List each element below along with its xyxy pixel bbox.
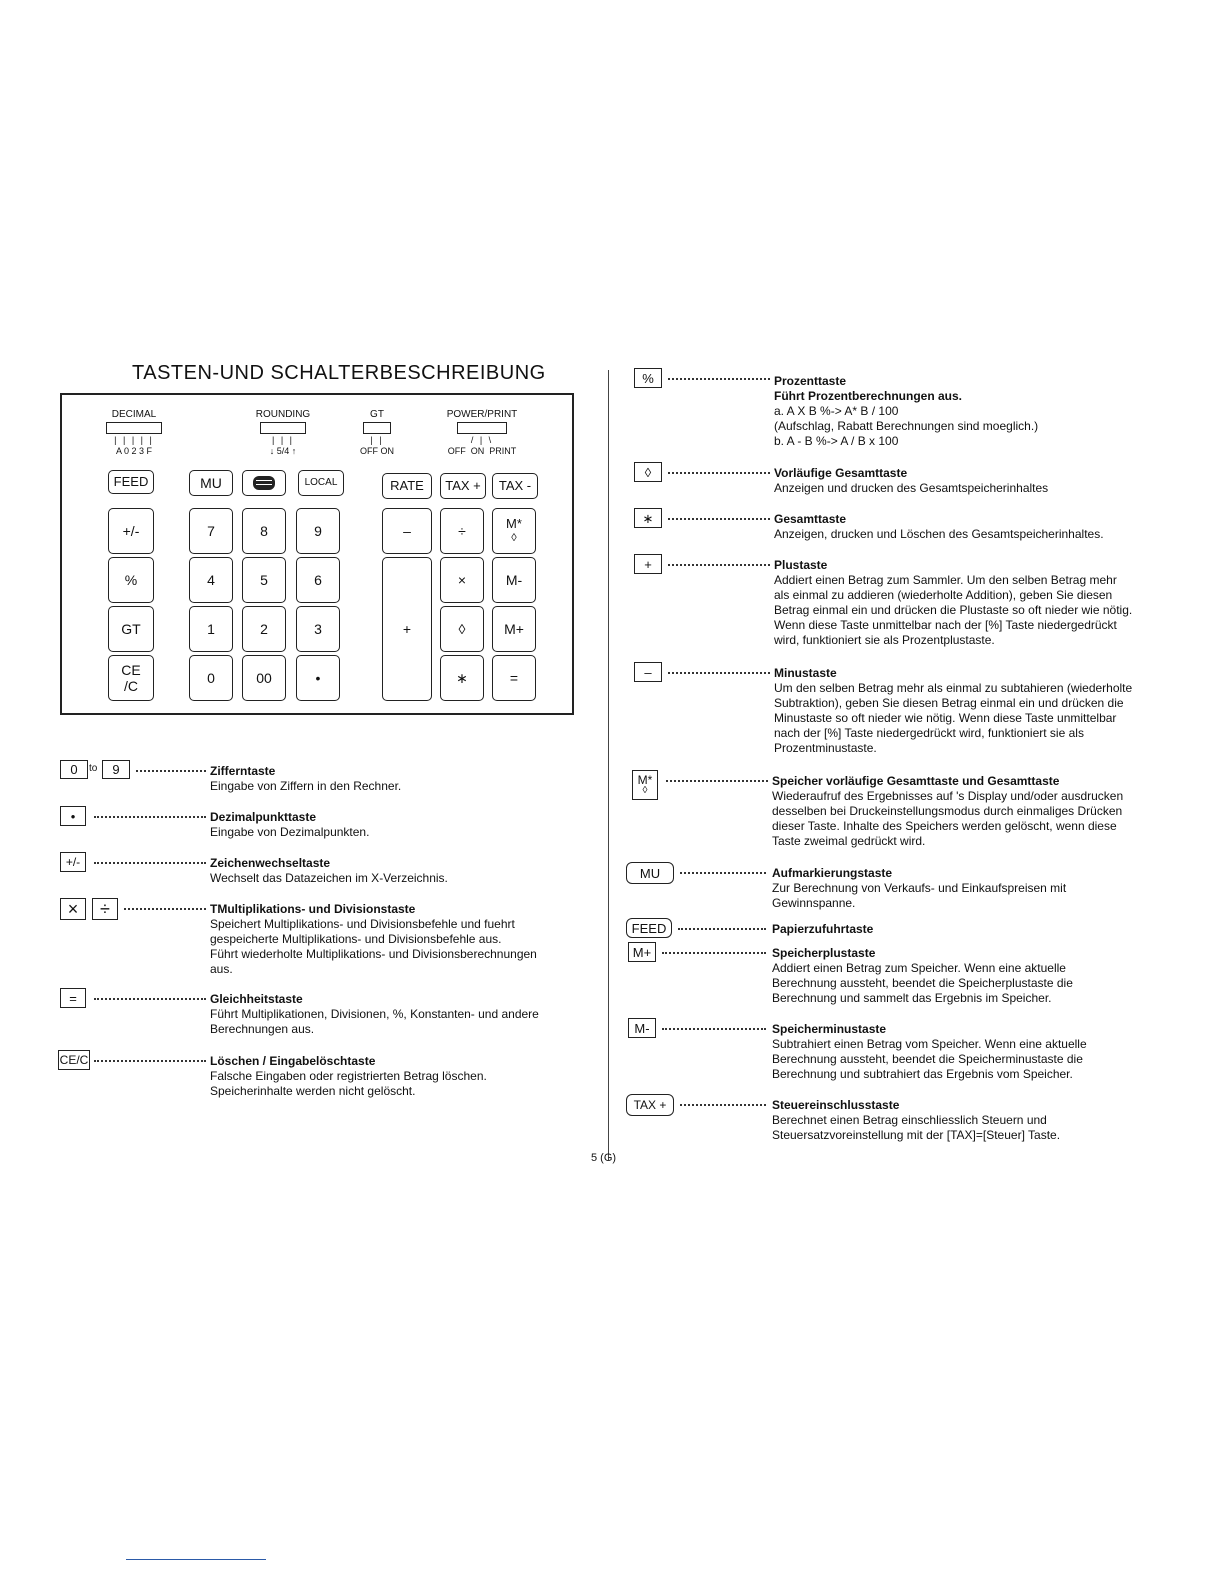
entry-line: Anzeigen, drucken und Löschen des Gesamtspeicherinhaltes.: [774, 527, 1104, 541]
gt-on-label: ON: [380, 446, 394, 456]
entry-to-label: to: [89, 763, 98, 774]
entry-line: Subtrahiert einen Betrag vom Speicher. Wenn eine aktuelle: [772, 1037, 1087, 1051]
entry-key-m-diamond: ◊: [642, 785, 648, 796]
entry-title: Plustaste: [774, 558, 828, 572]
entry-line: Berechnungen aus.: [210, 1022, 315, 1036]
key-3: 3: [296, 606, 340, 652]
entry-line: Eingabe von Dezimalpunkten.: [210, 825, 370, 839]
entry-key-tax-plus: TAX +: [626, 1094, 674, 1116]
entry-line: dieser Taste. Inhalte des Speichers werden gelöscht, wenn diese: [772, 819, 1117, 833]
entry-title: Aufmarkierungstaste: [772, 866, 893, 880]
rounding-switch-positions: ↓ 5/4 ↑: [269, 446, 297, 456]
memory-total-star: M*: [506, 516, 522, 532]
entry-percent-key: [632, 368, 1172, 456]
bottom-underline-link[interactable]: [126, 1559, 266, 1560]
entry-line: wird, funktioniert sie als Prozentplustaste.: [774, 633, 995, 647]
entry-key-star: ∗: [634, 508, 662, 528]
entry-line: Berechnung und subtrahiert das Ergebnis vom Speicher.: [772, 1067, 1073, 1081]
entry-key-m-star: M*: [637, 773, 653, 787]
entry-memory-plus-key: [628, 942, 1172, 1010]
entry-key-0: 0: [60, 760, 88, 779]
entry-line: Wechselt das Datazeichen im X-Verzeichnis.: [210, 871, 448, 885]
decimal-switch: DECIMAL | | | | | A 0 2 3 F: [102, 409, 166, 456]
decimal-point-key: •: [296, 655, 340, 701]
entry-line: Um den selben Betrag mehr als einmal zu subtahieren (wiederholte: [774, 681, 1133, 695]
entry-line: als einmal zu addieren (wiederholte Addition), geben Sie diesen: [774, 588, 1113, 602]
power-off-label: OFF: [447, 446, 466, 456]
entry-title: Papierzufuhrtaste: [772, 922, 874, 936]
entry-key-diamond: ◊: [634, 462, 662, 482]
power-print-label: PRINT: [489, 446, 517, 456]
entry-line: Führt wiederholte Multiplikations- und Divisionsberechnungen: [210, 947, 537, 961]
tax-plus-key: TAX +: [440, 473, 486, 499]
entry-title: Gesamttaste: [774, 512, 847, 526]
memory-plus-key: M+: [492, 606, 536, 652]
entry-feed-key: [626, 918, 1172, 942]
entry-line: Prozentminustaste.: [774, 741, 877, 755]
entry-title: Speicherplustaste: [772, 946, 876, 960]
entry-key-percent: %: [634, 368, 662, 388]
entry-line: Berechnung aussteht, beendet die Speicherplustaste die: [772, 976, 1073, 990]
entry-line: Steuersatzvoreinstellung mit der [TAX]=[Steuer] Taste.: [772, 1128, 1061, 1142]
memory-total-diamond: ◊: [511, 532, 517, 545]
power-on-label: ON: [470, 446, 485, 456]
entry-key-9: 9: [102, 760, 130, 779]
entry-equals-key: [58, 988, 568, 1042]
entry-line: Taste zweimal gedrückt wird.: [772, 834, 926, 848]
gt-key: GT: [108, 606, 154, 652]
page-title: TASTEN-UND SCHALTERBESCHREIBUNG: [132, 362, 546, 384]
gt-off-label: OFF: [359, 446, 378, 456]
entry-title: Minustaste: [774, 666, 837, 680]
rate-key: RATE: [382, 473, 432, 499]
entry-line: Gewinnspanne.: [772, 896, 856, 910]
entry-line: Berechnet einen Betrag einschliesslich Steuern und: [772, 1113, 1047, 1127]
ce-c-key: [108, 655, 154, 701]
entry-line: aus.: [210, 962, 233, 976]
entry-title: Löschen / Eingabelöschtaste: [210, 1054, 376, 1068]
column-divider: [608, 370, 609, 1160]
key-00: 00: [242, 655, 286, 701]
minus-key: –: [382, 508, 432, 554]
entry-title: Speicherminustaste: [772, 1022, 887, 1036]
entry-key-mminus: M-: [628, 1018, 656, 1038]
entry-line: Falsche Eingaben oder registrierten Betrag löschen.: [210, 1069, 487, 1083]
entry-line: Berechnung aussteht, beendet die Speicherminustaste die: [772, 1052, 1083, 1066]
page-number: 5 (G): [591, 1152, 617, 1164]
calculator-keyboard-diagram: [60, 393, 574, 715]
entry-title: Dezimalpunkttaste: [210, 810, 317, 824]
power-switch-label: POWER/PRINT: [446, 409, 518, 420]
equals-key: =: [492, 655, 536, 701]
entry-line: (Aufschlag, Rabatt Berechnungen sind moeglich.): [774, 419, 1039, 433]
entry-line: Addiert einen Betrag zum Speicher. Wenn eine aktuelle: [772, 961, 1066, 975]
entry-key-plusminus: +/-: [60, 852, 86, 872]
entry-key-times: ×: [60, 898, 86, 920]
divide-key: ÷: [440, 508, 484, 554]
entry-plus-key: [632, 554, 1172, 654]
key-0: 0: [189, 655, 233, 701]
mu-key: MU: [189, 470, 233, 496]
entry-title: Speicher vorläufige Gesamttaste und Gesamttaste: [772, 774, 1060, 788]
times-key: ×: [440, 557, 484, 603]
entry-line: Speicherinhalte werden nicht gelöscht.: [210, 1084, 416, 1098]
percent-key: %: [108, 557, 154, 603]
entry-key-mu: MU: [626, 862, 674, 884]
entry-key-divide: ÷: [92, 898, 118, 920]
plus-key: +: [382, 557, 432, 701]
key-1: 1: [189, 606, 233, 652]
coin-stack-icon: [253, 476, 275, 490]
entry-title: Gleichheitstaste: [210, 992, 303, 1006]
entry-memory-minus-key: [628, 1018, 1172, 1086]
entry-multiply-divide-keys: [58, 898, 568, 982]
entry-line: gespeicherte Multiplikations- und Divisionsbefehle aus.: [210, 932, 502, 946]
gt-switch: GT | | OFF ON: [352, 409, 402, 456]
entry-line: Betrag einmal ein und drücken die Plustaste so oft nieder wie nötig.: [774, 603, 1133, 617]
entry-decimal-point-key: [58, 806, 568, 846]
rounding-switch: ROUNDING | | | ↓ 5/4 ↑: [248, 409, 318, 456]
entry-line: Addiert einen Betrag zum Sammler. Um den selben Betrag mehr: [774, 573, 1117, 587]
entry-subtotal-key: [632, 462, 1172, 502]
memory-total-key: [492, 508, 536, 554]
entry-markup-key: [626, 862, 1172, 916]
entry-title: Zifferntaste: [210, 764, 276, 778]
entry-line: Eingabe von Ziffern in den Rechner.: [210, 779, 402, 793]
subtotal-key: ◊: [440, 606, 484, 652]
entry-line: Anzeigen und drucken des Gesamtspeicherinhaltes: [774, 481, 1049, 495]
entry-line: Wiederaufruf des Ergebnisses auf 's Display und/oder ausdrucken: [772, 789, 1124, 803]
entry-line: desselben bei Druckeinstellungsmodus durch einmaliges Drücken: [772, 804, 1123, 818]
entry-line: nach der [%] Taste niedergedrückt wird, funktioniert sie als: [774, 726, 1084, 740]
entry-line: Minustaste so oft nieder wie nötig. Wenn diese Taste unmittelbar: [774, 711, 1117, 725]
decimal-switch-label: DECIMAL: [111, 409, 157, 420]
entry-line: b. A - B %-> A / B x 100: [774, 434, 899, 448]
entry-key-plus: +: [634, 554, 662, 574]
entry-clear-key: [58, 1050, 568, 1104]
plus-minus-key: +/-: [108, 508, 154, 554]
entry-tax-plus-key: [626, 1094, 1172, 1148]
entry-line: Speichert Multiplikations- und Divisionsbefehle und fuehrt: [210, 917, 515, 931]
entry-key-feed: FEED: [626, 918, 672, 938]
entry-line: Führt Multiplikationen, Divisionen, %, Konstanten- und andere: [210, 1007, 539, 1021]
entry-line: Wenn diese Taste unmittelbar nach der [%] Taste niedergedrückt: [774, 618, 1117, 632]
gt-switch-label: GT: [370, 409, 384, 420]
entry-title: Vorläufige Gesamttaste: [774, 466, 908, 480]
entry-title: Zeichenwechseltaste: [210, 856, 331, 870]
entry-key-memory-total: [632, 770, 658, 800]
entry-line: a. A X B %-> A* B / 100: [774, 404, 899, 418]
key-6: 6: [296, 557, 340, 603]
entry-key-minus: –: [634, 662, 662, 682]
entry-title: Steuereinschlusstaste: [772, 1098, 900, 1112]
entry-memory-total-key: [632, 770, 1172, 854]
c-key-label: /C: [124, 678, 138, 694]
entry-total-key: [632, 508, 1172, 548]
entry-key-mplus: M+: [628, 942, 656, 962]
entry-line: Berechnung und sammelt das Ergebnis im Speicher.: [772, 991, 1052, 1005]
key-9: 9: [296, 508, 340, 554]
tax-minus-key: TAX -: [492, 473, 538, 499]
decimal-switch-positions: A 0 2 3 F: [115, 446, 153, 456]
entry-line: Subtraktion), geben Sie diesen Betrag einmal ein und drücken die: [774, 696, 1124, 710]
feed-key: FEED: [108, 470, 154, 494]
ce-key-label: CE: [121, 661, 141, 678]
entry-key-equals: =: [60, 988, 86, 1008]
memory-minus-key: M-: [492, 557, 536, 603]
entry-line: Zur Berechnung von Verkaufs- und Einkaufspreisen mit: [772, 881, 1067, 895]
entry-title: TMultiplikations- und Divisionstaste: [210, 902, 416, 916]
rounding-switch-label: ROUNDING: [255, 409, 311, 420]
key-4: 4: [189, 557, 233, 603]
entry-minus-key: [632, 662, 1172, 762]
power-print-switch: POWER/PRINT / | \ OFF ON PRINT: [434, 409, 530, 456]
entry-key-ce-c: CE/C: [58, 1050, 90, 1070]
entry-key-dot: •: [60, 806, 86, 826]
rounding-coin-key: [242, 470, 286, 496]
key-7: 7: [189, 508, 233, 554]
entry-digit-keys: [58, 760, 568, 800]
key-2: 2: [242, 606, 286, 652]
key-8: 8: [242, 508, 286, 554]
entry-subtitle: Führt Prozentberechnungen aus.: [774, 389, 963, 403]
local-key: LOCAL: [298, 470, 344, 496]
key-5: 5: [242, 557, 286, 603]
entry-sign-change-key: [58, 852, 568, 892]
entry-title: Prozenttaste: [774, 374, 847, 388]
total-key: ∗: [440, 655, 484, 701]
